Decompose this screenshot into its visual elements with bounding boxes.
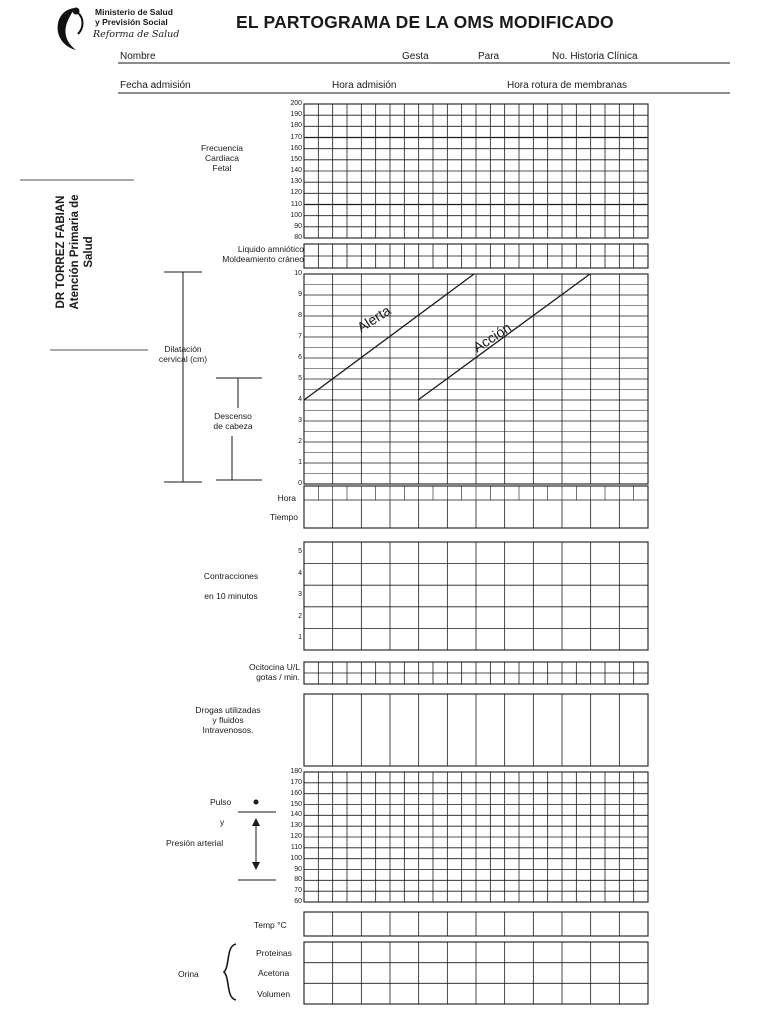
axis-tick-label: 80 bbox=[294, 876, 302, 884]
stamp-line3: Salud bbox=[83, 236, 95, 268]
axis-tick-label: 6 bbox=[298, 354, 302, 361]
axis-tick-label: 170 bbox=[290, 778, 302, 786]
historia-label: No. Historia Clínica bbox=[552, 51, 638, 62]
axis-tick-label: 2 bbox=[298, 612, 302, 620]
stamp-line1: DR TORREZ FABIAN bbox=[55, 195, 67, 309]
axis-tick-label: 140 bbox=[290, 811, 302, 819]
contractions-label: Contracciones bbox=[203, 571, 259, 581]
axis-tick-label: 140 bbox=[290, 167, 302, 174]
oxytocin-label: Ocitocina U/L gotas / min. bbox=[248, 662, 300, 682]
page-title: EL PARTOGRAMA DE LA OMS MODIFICADO bbox=[236, 12, 614, 32]
descent-label: Descenso de cabeza bbox=[213, 411, 253, 431]
axis-tick-label: 110 bbox=[290, 843, 302, 851]
axis-tick-label: 160 bbox=[290, 789, 302, 797]
axis-tick-label: 3 bbox=[298, 591, 302, 598]
axis-tick-label: 2 bbox=[298, 438, 302, 445]
axis-tick-label: 150 bbox=[290, 800, 302, 808]
hora-admision-label: Hora admisión bbox=[332, 80, 397, 91]
action-line-label: Acción bbox=[470, 319, 514, 356]
proteinas-label: Proteinas bbox=[256, 948, 292, 958]
stamp-line2: Atención Primaria de bbox=[69, 194, 81, 310]
axis-tick-label: 60 bbox=[294, 898, 302, 905]
pulso-label: Pulso bbox=[210, 797, 232, 807]
axis-tick-label: 5 bbox=[298, 375, 302, 382]
ministry-line1: Ministerio de Salud bbox=[95, 7, 173, 17]
nombre-label: Nombre bbox=[120, 51, 156, 62]
axis-tick-label: 130 bbox=[290, 822, 302, 830]
axis-tick-label: 180 bbox=[290, 122, 302, 130]
axis-tick-label: 4 bbox=[298, 569, 302, 577]
axis-tick-label: 100 bbox=[290, 854, 302, 862]
dilation-label: Dilatación cervical (cm) bbox=[158, 344, 208, 364]
axis-tick-label: 3 bbox=[298, 417, 302, 424]
axis-tick-label: 9 bbox=[298, 291, 302, 298]
axis-tick-label: 1 bbox=[298, 459, 302, 466]
pulse-dot-icon bbox=[254, 800, 259, 805]
axis-tick-label: 150 bbox=[290, 155, 302, 163]
axis-tick-label: 4 bbox=[298, 396, 302, 403]
axis-tick-label: 70 bbox=[294, 887, 302, 895]
axis-tick-label: 120 bbox=[290, 189, 302, 197]
temp-label: Temp °C bbox=[254, 920, 287, 930]
axis-tick-label: 120 bbox=[290, 833, 302, 840]
axis-tick-label: 1 bbox=[298, 634, 302, 641]
axis-tick-label: 160 bbox=[290, 144, 302, 152]
alert-line-label: Alerta bbox=[354, 302, 394, 336]
reform-slogan: Reforma de Salud bbox=[93, 29, 180, 40]
orina-label: Orina bbox=[178, 969, 199, 979]
axis-tick-label: 180 bbox=[290, 768, 302, 775]
gesta-label: Gesta bbox=[402, 51, 429, 62]
fhr-label: Frecuencia Cardiaca Fetal bbox=[200, 143, 244, 173]
axis-tick-label: 170 bbox=[290, 133, 302, 141]
axis-tick-label: 10 bbox=[294, 270, 302, 277]
axis-tick-label: 0 bbox=[298, 480, 302, 487]
tiempo-row-label: Tiempo bbox=[269, 512, 298, 522]
fecha-admision-label: Fecha admisión bbox=[120, 80, 191, 91]
axis-tick-label: 5 bbox=[298, 548, 302, 555]
presion-label: Presión arterial bbox=[166, 838, 224, 848]
vitals-y-label: y bbox=[220, 817, 225, 827]
contractions-sublabel: en 10 minutos bbox=[204, 591, 258, 601]
axis-tick-label: 130 bbox=[290, 178, 302, 186]
axis-tick-label: 190 bbox=[290, 111, 302, 119]
drugs-label: Drogas utilizadas y fluidos Intravenosos. bbox=[195, 705, 261, 735]
para-label: Para bbox=[478, 51, 500, 62]
axis-tick-label: 7 bbox=[298, 333, 302, 340]
axis-tick-label: 110 bbox=[290, 200, 302, 208]
axis-tick-label: 100 bbox=[290, 211, 302, 219]
axis-tick-label: 200 bbox=[290, 100, 302, 107]
liquid-label: Liquido amniótico Moldeamiento cráneo bbox=[222, 244, 304, 264]
volumen-label: Volumen bbox=[257, 989, 291, 999]
hora-row-label: Hora bbox=[277, 493, 296, 503]
acetona-label: Acetona bbox=[258, 968, 290, 978]
hora-rotura-label: Hora rotura de membranas bbox=[507, 80, 628, 91]
axis-tick-label: 80 bbox=[294, 234, 302, 241]
axis-tick-label: 90 bbox=[294, 222, 302, 230]
urine-brace-icon bbox=[224, 944, 236, 1000]
axis-tick-label: 8 bbox=[298, 312, 302, 319]
axis-tick-label: 90 bbox=[294, 865, 302, 873]
ministry-line2: y Previsión Social bbox=[95, 17, 168, 27]
